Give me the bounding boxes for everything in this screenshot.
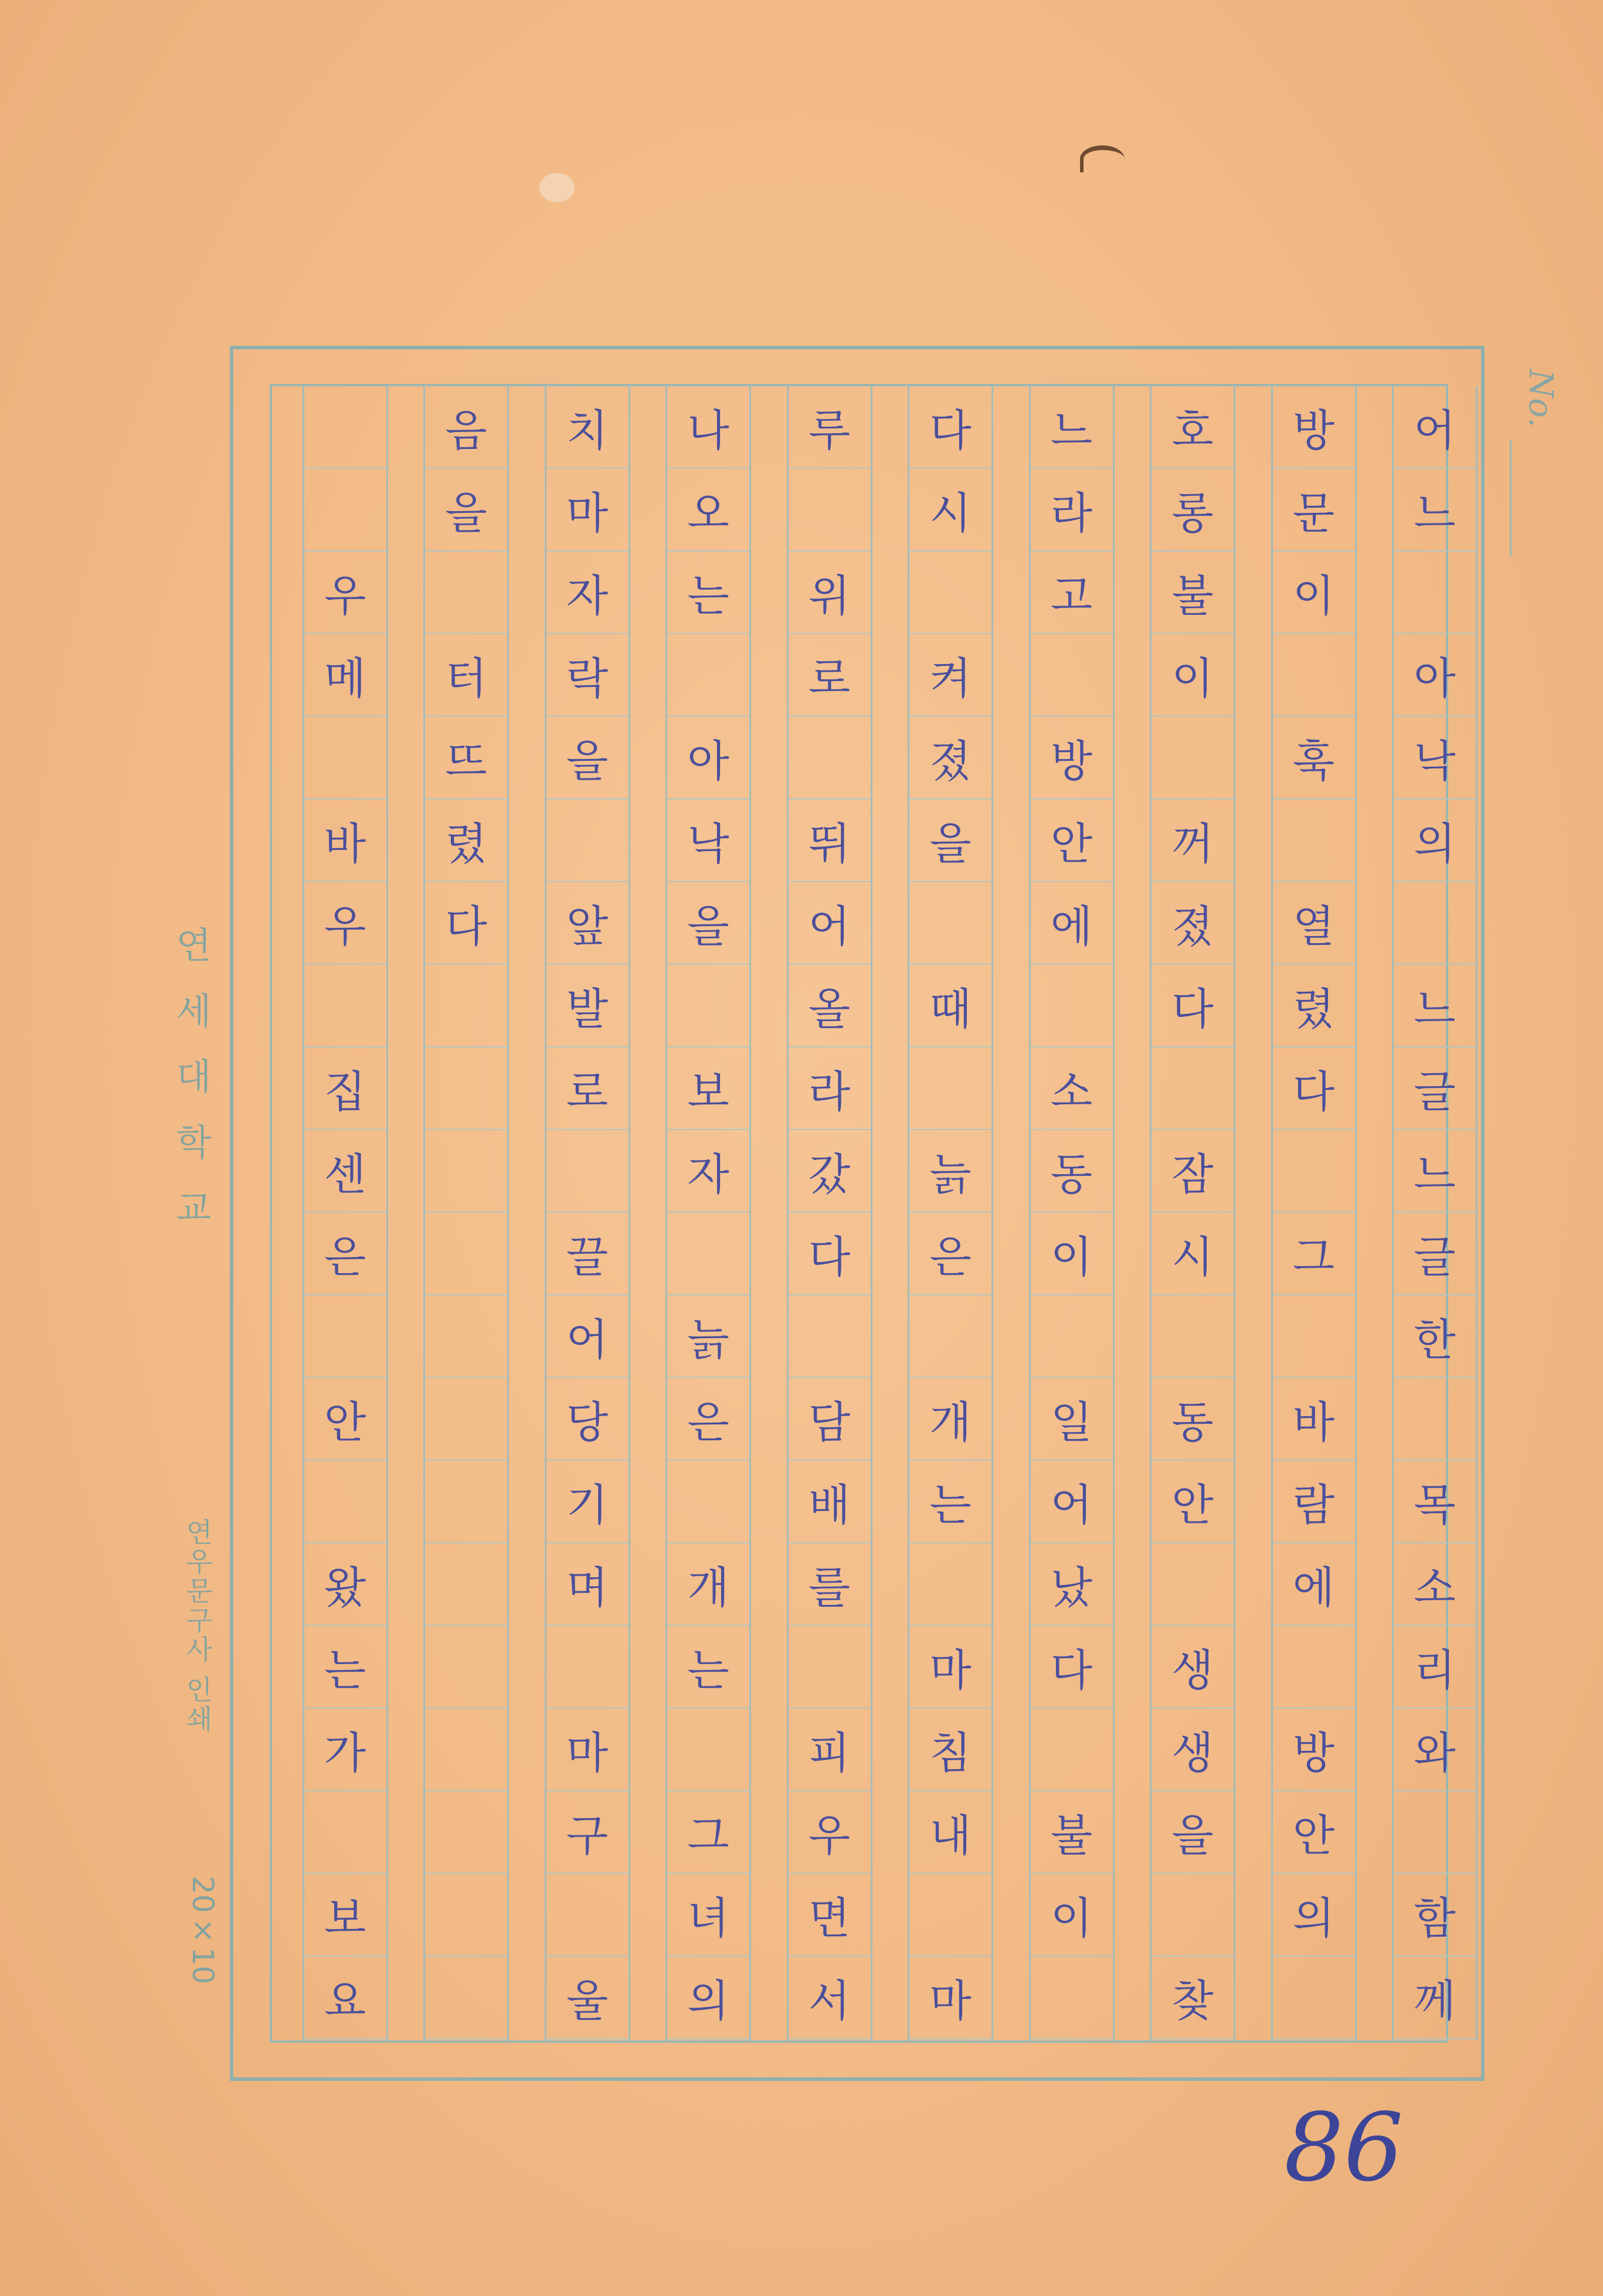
- manuscript-cell: 동: [1031, 1130, 1113, 1213]
- manuscript-column: [1150, 386, 1235, 2040]
- manuscript-cell: 갔: [789, 1130, 871, 1213]
- manuscript-cell: [425, 1378, 507, 1461]
- manuscript-cell: 느: [1394, 1130, 1476, 1213]
- manuscript-cell: 배: [789, 1461, 871, 1543]
- manuscript-cell: 렸: [1273, 965, 1355, 1047]
- manuscript-cell: [425, 1874, 507, 1957]
- manuscript-cell: [546, 800, 629, 882]
- manuscript-cell: 에: [1273, 1543, 1355, 1626]
- manuscript-column: [787, 386, 872, 2040]
- manuscript-cell: [1394, 882, 1476, 965]
- manuscript-cell: [667, 1709, 749, 1791]
- manuscript-cell: [909, 552, 991, 634]
- manuscript-cell: 왔: [304, 1543, 386, 1626]
- manuscript-cell: [1031, 1709, 1113, 1791]
- manuscript-cell: 안: [1152, 1461, 1234, 1543]
- manuscript-cell: [909, 1543, 991, 1626]
- manuscript-cell: 면: [789, 1874, 871, 1957]
- manuscript-cell: [789, 1295, 871, 1378]
- manuscript-cell: 울: [546, 1957, 629, 2039]
- manuscript-cell: 때: [909, 965, 991, 1047]
- manuscript-cell: 불: [1152, 552, 1234, 634]
- manuscript-cell: 락: [546, 634, 629, 717]
- manuscript-cell: [1152, 717, 1234, 800]
- manuscript-cell: [1273, 1957, 1355, 2039]
- manuscript-cell: 우: [304, 552, 386, 634]
- manuscript-cell: 글: [1394, 1213, 1476, 1295]
- manuscript-cell: 며: [546, 1543, 629, 1626]
- manuscript-column: [1392, 386, 1478, 2040]
- manuscript-cell: 메: [304, 634, 386, 717]
- manuscript-cell: 을: [667, 882, 749, 965]
- manuscript-cell: [425, 1213, 507, 1295]
- manuscript-cell: 이: [1031, 1213, 1113, 1295]
- manuscript-cell: 동: [1152, 1378, 1234, 1461]
- manuscript-cell: 피: [789, 1709, 871, 1791]
- manuscript-column: [908, 386, 993, 2040]
- manuscript-cell: 켜: [909, 634, 991, 717]
- manuscript-cell: 발: [546, 965, 629, 1047]
- manuscript-cell: 은: [667, 1378, 749, 1461]
- manuscript-cell: 구: [546, 1791, 629, 1874]
- manuscript-cell: [789, 469, 871, 552]
- manuscript-cell: 열: [1273, 882, 1355, 965]
- manuscript-cell: 마: [909, 1957, 991, 2039]
- manuscript-cell: [1394, 1791, 1476, 1874]
- manuscript-cell: [909, 1047, 991, 1130]
- manuscript-cell: 마: [909, 1626, 991, 1709]
- manuscript-cell: [425, 1295, 507, 1378]
- manuscript-cell: 은: [909, 1213, 991, 1295]
- manuscript-cell: 소: [1394, 1543, 1476, 1626]
- manuscript-cell: 리: [1394, 1626, 1476, 1709]
- manuscript-cell: 시: [909, 469, 991, 552]
- manuscript-cell: 앞: [546, 882, 629, 965]
- manuscript-cell: 보: [667, 1047, 749, 1130]
- manuscript-cell: 는: [909, 1461, 991, 1543]
- manuscript-cell: 을: [909, 800, 991, 882]
- manuscript-cell: [425, 965, 507, 1047]
- manuscript-cell: [425, 1130, 507, 1213]
- manuscript-column: [1029, 386, 1115, 2040]
- manuscript-cell: 시: [1152, 1213, 1234, 1295]
- manuscript-cell: 루: [789, 386, 871, 469]
- manuscript-cell: 께: [1394, 1957, 1476, 2039]
- manuscript-cell: 는: [667, 552, 749, 634]
- number-label: No.: [1522, 369, 1560, 428]
- manuscript-cell: 개: [909, 1378, 991, 1461]
- grid-size-label: 20×10: [186, 1876, 220, 1985]
- manuscript-cell: 늙: [909, 1130, 991, 1213]
- manuscript-cell: [304, 1295, 386, 1378]
- manuscript-cell: [304, 1791, 386, 1874]
- manuscript-cell: 는: [667, 1626, 749, 1709]
- manuscript-cell: 찾: [1152, 1957, 1234, 2039]
- manuscript-cell: [1273, 634, 1355, 717]
- manuscript-cell: 음: [425, 386, 507, 469]
- manuscript-cell: 다: [909, 386, 991, 469]
- manuscript-cell: 센: [304, 1130, 386, 1213]
- manuscript-cell: 서: [789, 1957, 871, 2039]
- manuscript-cell: [425, 1047, 507, 1130]
- manuscript-cell: [1031, 1957, 1113, 2039]
- manuscript-cell: 아: [1394, 634, 1476, 717]
- manuscript-cell: [1152, 1047, 1234, 1130]
- manuscript-cell: 바: [1273, 1378, 1355, 1461]
- manuscript-cell: [425, 1709, 507, 1791]
- manuscript-cell: 람: [1273, 1461, 1355, 1543]
- manuscript-grid: [270, 384, 1456, 2043]
- manuscript-cell: [304, 717, 386, 800]
- manuscript-cell: [909, 1874, 991, 1957]
- manuscript-cell: 녀: [667, 1874, 749, 1957]
- manuscript-cell: 이: [1273, 552, 1355, 634]
- manuscript-cell: [546, 1130, 629, 1213]
- manuscript-cell: 함: [1394, 1874, 1476, 1957]
- manuscript-cell: [1031, 965, 1113, 1047]
- manuscript-cell: [1273, 1295, 1355, 1378]
- manuscript-cell: 생: [1152, 1626, 1234, 1709]
- manuscript-cell: 기: [546, 1461, 629, 1543]
- manuscript-cell: 일: [1031, 1378, 1113, 1461]
- manuscript-cell: 안: [304, 1378, 386, 1461]
- manuscript-cell: 렸: [425, 800, 507, 882]
- manuscript-column: [303, 386, 388, 2040]
- manuscript-cell: [304, 386, 386, 469]
- manuscript-column: [423, 386, 509, 2040]
- manuscript-cell: [789, 717, 871, 800]
- manuscript-cell: 마: [546, 1709, 629, 1791]
- manuscript-cell: 을: [1152, 1791, 1234, 1874]
- manuscript-cell: 는: [304, 1626, 386, 1709]
- manuscript-cell: 낙: [1394, 717, 1476, 800]
- page-number: 86: [1284, 2093, 1404, 2202]
- manuscript-cell: 의: [667, 1957, 749, 2039]
- manuscript-cell: 은: [304, 1213, 386, 1295]
- manuscript-cell: 터: [425, 634, 507, 717]
- manuscript-cell: [1273, 1130, 1355, 1213]
- manuscript-cell: [1152, 1295, 1234, 1378]
- manuscript-cell: 올: [789, 965, 871, 1047]
- manuscript-cell: 요: [304, 1957, 386, 2039]
- manuscript-cell: 방: [1273, 1709, 1355, 1791]
- manuscript-cell: 보: [304, 1874, 386, 1957]
- manuscript-cell: 라: [1031, 469, 1113, 552]
- manuscript-cell: [909, 1295, 991, 1378]
- manuscript-cell: 다: [425, 882, 507, 965]
- manuscript-cell: 안: [1273, 1791, 1355, 1874]
- manuscript-cell: 의: [1394, 800, 1476, 882]
- manuscript-cell: 롱: [1152, 469, 1234, 552]
- manuscript-cell: 로: [789, 634, 871, 717]
- manuscript-cell: [1152, 1874, 1234, 1957]
- manuscript-cell: 담: [789, 1378, 871, 1461]
- manuscript-cell: 마: [546, 469, 629, 552]
- printer-imprint: 연우문구사 인쇄: [182, 1518, 213, 1734]
- manuscript-cell: 훅: [1273, 717, 1355, 800]
- manuscript-cell: [425, 1957, 507, 2039]
- manuscript-cell: [425, 1626, 507, 1709]
- manuscript-cell: [546, 1874, 629, 1957]
- manuscript-column: [1271, 386, 1357, 2040]
- manuscript-cell: [1394, 1378, 1476, 1461]
- manuscript-cell: 우: [789, 1791, 871, 1874]
- manuscript-cell: 잠: [1152, 1130, 1234, 1213]
- manuscript-cell: 오: [667, 469, 749, 552]
- manuscript-cell: [425, 1791, 507, 1874]
- manuscript-cell: 다: [1031, 1626, 1113, 1709]
- manuscript-cell: 를: [789, 1543, 871, 1626]
- manuscript-cell: [304, 965, 386, 1047]
- manuscript-cell: 안: [1031, 800, 1113, 882]
- manuscript-cell: 낙: [667, 800, 749, 882]
- manuscript-cell: 와: [1394, 1709, 1476, 1791]
- manuscript-cell: 문: [1273, 469, 1355, 552]
- manuscript-cell: [1031, 634, 1113, 717]
- manuscript-cell: 그: [667, 1791, 749, 1874]
- manuscript-cell: [1273, 800, 1355, 882]
- manuscript-cell: 느: [1394, 965, 1476, 1047]
- manuscript-cell: 느: [1394, 469, 1476, 552]
- manuscript-cell: 졌: [909, 717, 991, 800]
- binding-hole-torn: [1080, 145, 1125, 172]
- manuscript-cell: 로: [546, 1047, 629, 1130]
- manuscript-cell: [425, 552, 507, 634]
- manuscript-cell: [667, 634, 749, 717]
- manuscript-cell: 어: [789, 882, 871, 965]
- manuscript-cell: 바: [304, 800, 386, 882]
- manuscript-cell: 늙: [667, 1295, 749, 1378]
- manuscript-cell: 어: [1394, 386, 1476, 469]
- manuscript-cell: 에: [1031, 882, 1113, 965]
- manuscript-cell: 다: [789, 1213, 871, 1295]
- binding-hole: [539, 173, 575, 202]
- manuscript-cell: 우: [304, 882, 386, 965]
- manuscript-cell: 이: [1031, 1874, 1113, 1957]
- manuscript-cell: [304, 1461, 386, 1543]
- manuscript-cell: 고: [1031, 552, 1113, 634]
- manuscript-cell: [1152, 1543, 1234, 1626]
- manuscript-cell: 어: [1031, 1461, 1113, 1543]
- manuscript-cell: [425, 1543, 507, 1626]
- manuscript-cell: 생: [1152, 1709, 1234, 1791]
- manuscript-cell: 다: [1273, 1047, 1355, 1130]
- school-imprint: 연세대학교: [169, 926, 212, 1254]
- manuscript-cell: 개: [667, 1543, 749, 1626]
- manuscript-cell: 이: [1152, 634, 1234, 717]
- manuscript-cell: 끌: [546, 1213, 629, 1295]
- manuscript-cell: 자: [546, 552, 629, 634]
- manuscript-cell: 자: [667, 1130, 749, 1213]
- manuscript-cell: 글: [1394, 1047, 1476, 1130]
- manuscript-cell: 집: [304, 1047, 386, 1130]
- manuscript-cell: 목: [1394, 1461, 1476, 1543]
- manuscript-cell: 뜨: [425, 717, 507, 800]
- manuscript-cell: 치: [546, 386, 629, 469]
- manuscript-cell: 을: [425, 469, 507, 552]
- manuscript-cell: 소: [1031, 1047, 1113, 1130]
- manuscript-cell: 당: [546, 1378, 629, 1461]
- manuscript-cell: 났: [1031, 1543, 1113, 1626]
- manuscript-cell: [546, 1626, 629, 1709]
- manuscript-cell: [667, 1213, 749, 1295]
- manuscript-cell: [425, 1461, 507, 1543]
- manuscript-cell: [789, 1626, 871, 1709]
- manuscript-cell: 불: [1031, 1791, 1113, 1874]
- number-line: [1510, 440, 1512, 557]
- manuscript-cell: 내: [909, 1791, 991, 1874]
- manuscript-cell: 을: [546, 717, 629, 800]
- manuscript-cell: 그: [1273, 1213, 1355, 1295]
- manuscript-cell: 침: [909, 1709, 991, 1791]
- manuscript-cell: 한: [1394, 1295, 1476, 1378]
- manuscript-cell: 위: [789, 552, 871, 634]
- manuscript-cell: 졌: [1152, 882, 1234, 965]
- manuscript-column: [665, 386, 751, 2040]
- manuscript-cell: [1273, 1626, 1355, 1709]
- manuscript-cell: 방: [1031, 717, 1113, 800]
- manuscript-cell: 나: [667, 386, 749, 469]
- manuscript-cell: [667, 965, 749, 1047]
- manuscript-cell: [909, 882, 991, 965]
- manuscript-cell: 가: [304, 1709, 386, 1791]
- manuscript-cell: [667, 1461, 749, 1543]
- manuscript-cell: [1394, 552, 1476, 634]
- manuscript-cell: 뛰: [789, 800, 871, 882]
- manuscript-cell: 라: [789, 1047, 871, 1130]
- manuscript-cell: 꺼: [1152, 800, 1234, 882]
- manuscript-cell: 의: [1273, 1874, 1355, 1957]
- manuscript-cell: 호: [1152, 386, 1234, 469]
- manuscript-cell: 방: [1273, 386, 1355, 469]
- manuscript-cell: 느: [1031, 386, 1113, 469]
- manuscript-cell: 다: [1152, 965, 1234, 1047]
- manuscript-cell: [304, 469, 386, 552]
- manuscript-cell: [1031, 1295, 1113, 1378]
- manuscript-cell: 아: [667, 717, 749, 800]
- manuscript-column: [545, 386, 630, 2040]
- manuscript-cell: 어: [546, 1295, 629, 1378]
